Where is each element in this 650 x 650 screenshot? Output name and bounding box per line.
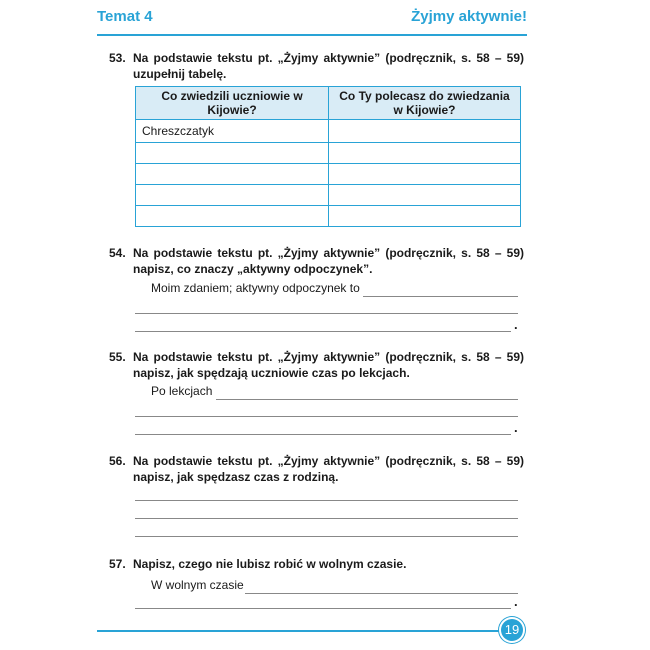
table-row bbox=[136, 206, 521, 227]
task-number: 54. bbox=[109, 246, 126, 260]
topic-label: Temat 4 bbox=[97, 8, 153, 25]
answer-line[interactable] bbox=[135, 536, 518, 537]
task-56 bbox=[109, 453, 524, 487]
table-cell[interactable] bbox=[136, 143, 329, 164]
answer-line-with-prompt bbox=[151, 281, 518, 297]
line-end-dot: . bbox=[514, 420, 518, 435]
answer-line[interactable] bbox=[135, 608, 511, 609]
table-row bbox=[136, 120, 521, 143]
answer-line-with-prompt bbox=[151, 578, 518, 594]
line-end-dot: . bbox=[514, 317, 518, 332]
chapter-title: Żyjmy aktywnie! bbox=[411, 8, 527, 25]
answer-prompt: W wolnym czasie bbox=[151, 578, 244, 592]
answer-line[interactable] bbox=[216, 399, 518, 400]
page-header bbox=[97, 8, 527, 38]
table-cell[interactable] bbox=[329, 120, 521, 143]
answer-line-with-prompt bbox=[151, 384, 518, 400]
answer-table bbox=[135, 86, 521, 227]
table-cell[interactable] bbox=[329, 185, 521, 206]
answer-prompt: Moim zdaniem; aktywny odpoczynek to bbox=[151, 281, 360, 295]
task-53 bbox=[109, 50, 524, 84]
task-57 bbox=[109, 556, 524, 574]
table-cell[interactable] bbox=[136, 206, 329, 227]
task-number: 56. bbox=[109, 454, 126, 468]
table-header-visited: Co zwiedzili uczniowie w Kijowie? bbox=[136, 87, 329, 120]
answer-line[interactable] bbox=[135, 416, 518, 417]
answer-prompt: Po lekcjach bbox=[151, 384, 213, 398]
task-number: 53. bbox=[109, 51, 126, 65]
answer-line[interactable] bbox=[135, 500, 518, 501]
header-divider bbox=[97, 34, 527, 36]
answer-line[interactable] bbox=[363, 296, 518, 297]
task-55 bbox=[109, 349, 524, 383]
answer-line[interactable] bbox=[135, 313, 518, 314]
task-instruction: Na podstawie tekstu pt. „Żyjmy aktywnie” (podręcznik, s. 58 – 59) napisz, jak spędzasz czas z rodziną. bbox=[133, 454, 524, 484]
answer-line[interactable] bbox=[135, 331, 511, 332]
task-number: 55. bbox=[109, 350, 126, 364]
table-cell[interactable] bbox=[136, 185, 329, 206]
table-cell[interactable] bbox=[329, 206, 521, 227]
table-cell[interactable] bbox=[136, 164, 329, 185]
task-number: 57. bbox=[109, 557, 126, 571]
table-cell[interactable]: Chreszczatyk bbox=[136, 120, 329, 143]
line-end-dot: . bbox=[514, 594, 518, 609]
task-instruction: Na podstawie tekstu pt. „Żyjmy aktywnie” (podręcznik, s. 58 – 59) napisz, co znaczy „aktywny odpoczynek”. bbox=[133, 246, 524, 276]
task-instruction: Na podstawie tekstu pt. „Żyjmy aktywnie” (podręcznik, s. 58 – 59) napisz, jak spędzają uczniowie czas po lekcjach. bbox=[133, 350, 524, 380]
footer-divider bbox=[97, 630, 501, 632]
table-cell[interactable] bbox=[329, 164, 521, 185]
task-instruction: Na podstawie tekstu pt. „Żyjmy aktywnie” (podręcznik, s. 58 – 59) uzupełnij tabelę. bbox=[133, 51, 524, 81]
table-row bbox=[136, 143, 521, 164]
table-header-row bbox=[136, 87, 521, 120]
table-row bbox=[136, 164, 521, 185]
answer-line[interactable] bbox=[245, 593, 518, 594]
task-54 bbox=[109, 245, 524, 279]
table-row bbox=[136, 185, 521, 206]
answer-line[interactable] bbox=[135, 518, 518, 519]
task-instruction: Napisz, czego nie lubisz robić w wolnym czasie. bbox=[133, 557, 407, 571]
table-cell[interactable] bbox=[329, 143, 521, 164]
page-number-badge: 19 bbox=[501, 619, 523, 641]
table-header-recommend: Co Ty polecasz do zwiedzania w Kijowie? bbox=[329, 87, 521, 120]
answer-line[interactable] bbox=[135, 434, 511, 435]
